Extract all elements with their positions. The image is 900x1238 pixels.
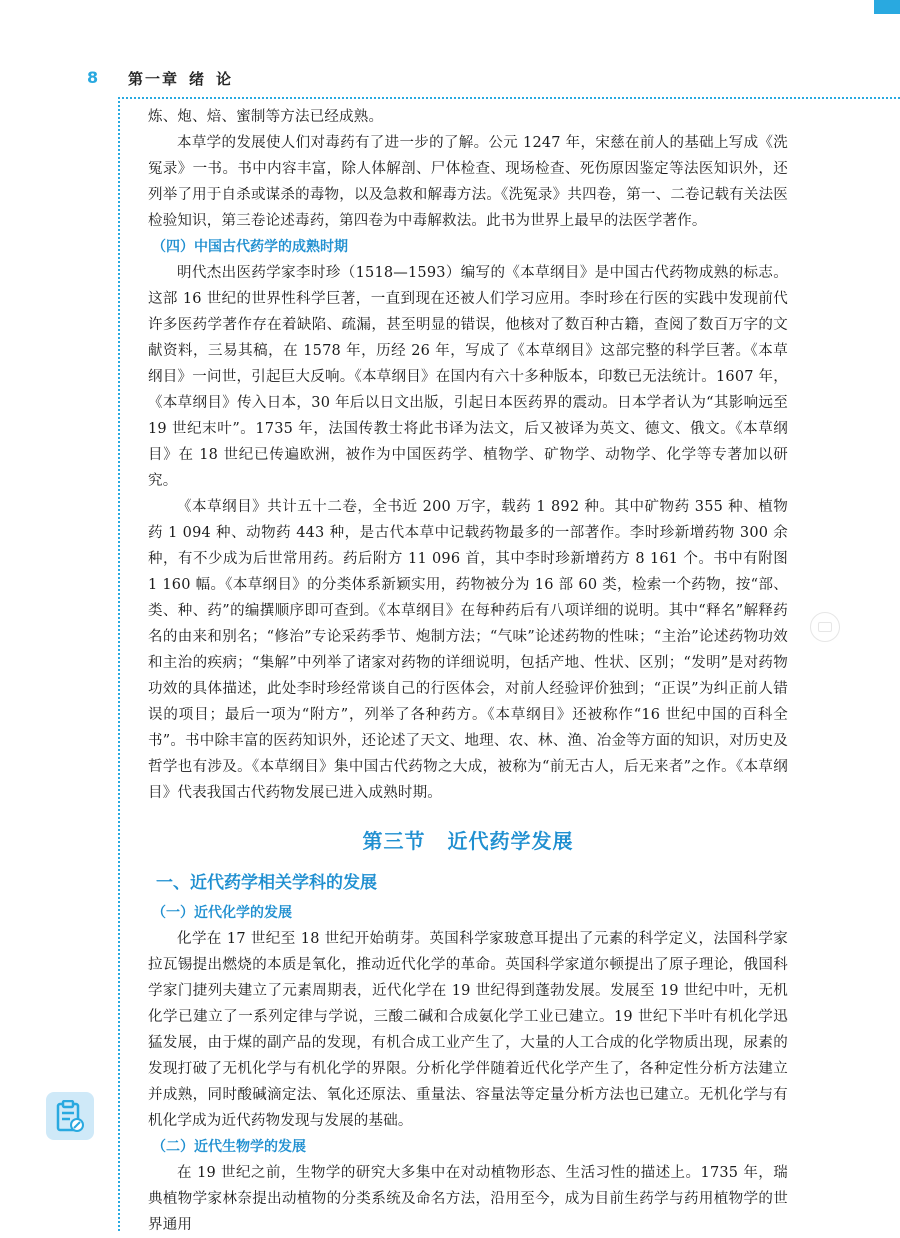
notepad-edit-icon[interactable] bbox=[46, 1092, 94, 1140]
corner-tab bbox=[874, 0, 900, 14]
paragraph: 本草学的发展使人们对毒药有了进一步的了解。公元 1247 年，宋慈在前人的基础上写成《洗冤录》一书。书中内容丰富，除人体解剖、尸体检查、现场检查、死伤原因鉴定等法医知识外，还列举了用于自杀或谋杀的毒物，以及急救和解毒方法。《洗冤录》共四卷，第一、二卷记载有关法医检验知识，第三卷论述毒药，第四卷为中毒解救法。此书为世界上最早的法医学著作。 bbox=[148, 135, 788, 229]
chapter-title-char-2: 论 bbox=[216, 70, 234, 88]
section-label: 第三节 bbox=[362, 829, 426, 853]
paragraph: 炼、炮、焙、蜜制等方法已经成熟。 bbox=[148, 109, 384, 125]
part-heading: 一、近代药学相关学科的发展 bbox=[156, 873, 377, 893]
section-name: 近代药学发展 bbox=[447, 829, 574, 853]
subsection-heading-1: （一）近代化学的发展 bbox=[152, 905, 292, 921]
page-header bbox=[0, 62, 900, 92]
chapter-title bbox=[128, 68, 233, 89]
page-body bbox=[148, 104, 788, 1238]
header-divider bbox=[118, 97, 900, 99]
margin-divider bbox=[118, 97, 120, 1231]
chapter-title-char-1: 绪 bbox=[189, 70, 207, 88]
section-title bbox=[148, 828, 788, 854]
chapter-number: 第一章 bbox=[128, 70, 180, 88]
paragraph: 明代杰出医药学家李时珍（1518—1593）编写的《本草纲目》是中国古代药物成熟的标志。这部 16 世纪的世界性科学巨著，一直到现在还被人们学习应用。李时珍在行医的实践中发现前代许多医药学著作存在着缺陷、疏漏，甚至明显的错误，他核对了数百种古籍，查阅了数百万字的文献资料，三易其稿，在 1578 年，历经 26 年，写成了《本草纲目》这部完整的科学巨著。《本草纲目》一问世，引起巨大反响。《本草纲目》在国内有六十多种版本，印数已无法统计。1607 年，《本草纲目》传入日本，30 年后以日文出版，引起日本医药界的震动。日本学者认为“其影响远至 19 世纪末叶”。1735 年，法国传教士将此书译为法文，后又被译为英文、德文、俄文。《本草纲目》在 18 世纪已传遍欧洲，被作为中国医药学、植物学、矿物学、动物学、化学等专著加以研究。 bbox=[148, 265, 788, 489]
subsection-heading-4: （四）中国古代药学的成熟时期 bbox=[152, 239, 348, 255]
page-number: 8 bbox=[87, 68, 99, 87]
watermark-logo-icon bbox=[810, 612, 840, 642]
paragraph: 化学在 17 世纪至 18 世纪开始萌芽。英国科学家玻意耳提出了元素的科学定义，法国科学家拉瓦锡提出燃烧的本质是氧化，推动近代化学的革命。英国科学家道尔顿提出了原子理论，俄国科学家门捷列夫建立了元素周期表，近代化学在 19 世纪得到蓬勃发展。发展至 19 世纪中叶，无机化学已建立了一系列定律与学说，三酸二碱和合成氨化学工业已建立。19 世纪下半叶有机化学迅猛发展，由于煤的副产品的发现，有机合成工业产生了，大量的人工合成的化学物质出现，尿素的发现打破了无机化学与有机化学的界限。分析化学伴随着近代化学产生了，各种定性分析方法建立并成熟，同时酸碱滴定法、氧化还原法、重量法、容量法等定量分析方法也已建立。无机化学与有机化学成为近代药物发现与发展的基础。 bbox=[148, 931, 788, 1129]
paragraph: 《本草纲目》共计五十二卷，全书近 200 万字，载药 1 892 种。其中矿物药 355 种、植物药 1 094 种、动物药 443 种，是古代本草中记载药物最多的一部著作。李时珍新增药物 300 余种，有不少成为后世常用药。药后附方 11 096 首，其中李时珍新增药方 8 161 个。书中有附图 1 160 幅。《本草纲目》的分类体系新颖实用，药物被分为 16 部 60 类，检索一个药物，按“部、类、种、药”的编撰顺序即可查到。《本草纲目》在每种药后有八项详细的说明。其中“释名”解释药名的由来和别名；“修治”专论采药季节、炮制方法；“气味”论述药物的性味；“主治”论述药物功效和主治的疾病；“集解”中列举了诸家对药物的详细说明，包括产地、性状、区别；“发明”是对药物功效的具体描述，此处李时珍经常谈自己的行医体会，对前人经验评价独到；“正误”为纠正前人错误的项目；最后一项为“附方”，列举了各种药方。《本草纲目》还被称作“16 世纪中国的百科全书”。书中除丰富的医药知识外，还论述了天文、地理、农、林、渔、冶金等方面的知识，对历史及哲学也有涉及。《本草纲目》集中国古代药物之大成，被称为“前无古人，后无来者”之作。《本草纲目》代表我国古代药物发展已进入成熟时期。 bbox=[148, 499, 788, 801]
paragraph: 在 19 世纪之前，生物学的研究大多集中在对动植物形态、生活习性的描述上。1735 年，瑞典植物学家林奈提出动植物的分类系统及命名方法，沿用至今，成为目前生药学与药用植物学的世界通用 bbox=[148, 1165, 788, 1233]
subsection-heading-2: （二）近代生物学的发展 bbox=[152, 1139, 306, 1155]
